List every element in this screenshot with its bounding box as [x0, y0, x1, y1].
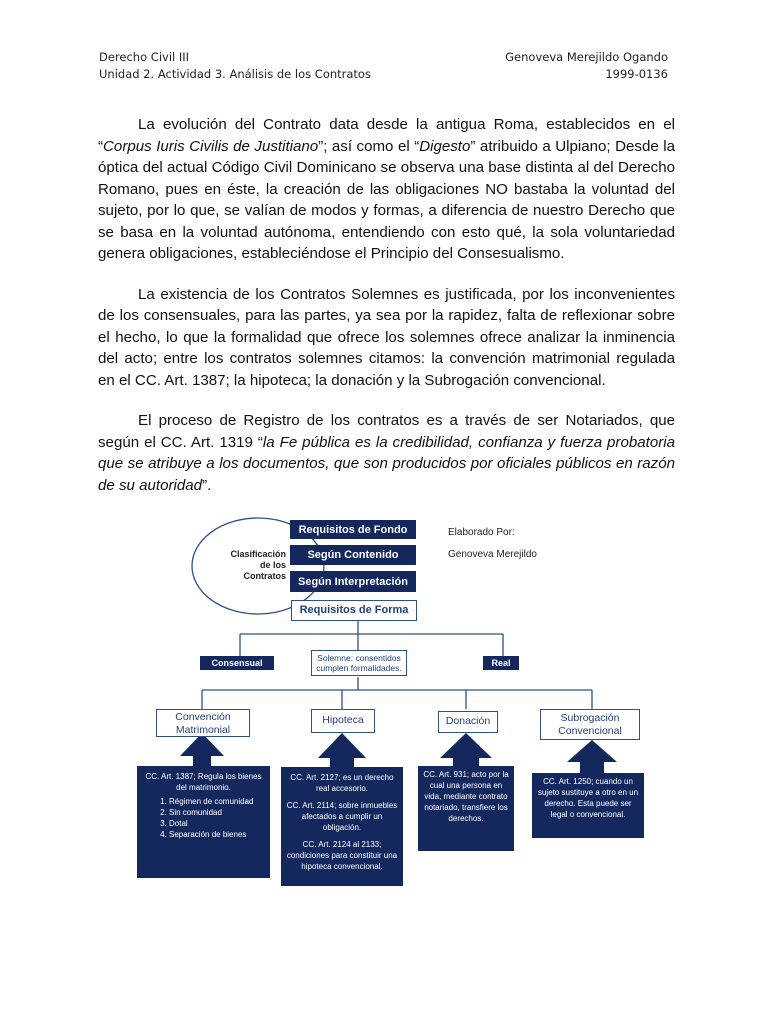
paragraph-1: La evolución del Contrato data desde la antigua Roma, establecidos en el “Corpus Iuris Civilis de Justitiano”; así como el “Digesto” atribuido a Ulpiano; Desde la óptica del actual Código Civil Dominicano se observa una base distinta al del Derecho Romano, pues en éste, la creación de las obligaciones NO bastaba la voluntad del sujeto, por lo que, se valían de modos y formas, a diferencia de nuestro Derecho que se basa en la voluntad autónoma, entendiendo con esto qué, la sola voluntariedad genera obligaciones, estableciéndose el Principio del Consesualismo.	[98, 116, 675, 262]
box-consensual: Consensual	[200, 656, 274, 670]
list-item: 3. Dotal	[169, 818, 266, 829]
classification-label: Clasificación de los Contratos	[230, 549, 286, 581]
arrow-subrogacion-icon	[567, 740, 617, 774]
box-real: Real	[483, 656, 519, 670]
list-item: 2. Sin comunidad	[169, 807, 266, 818]
info-hipoteca-3: CC. Art. 2124 al 2133; condiciones para constituir una hipoteca convencional.	[286, 840, 398, 871]
box-requisitos-forma: Requisitos de Forma	[291, 600, 417, 621]
list-item: 4. Separación de bienes	[169, 829, 266, 840]
paragraph-2: La existencia de los Contratos Solemnes es justificada, por los inconvenientes de los consensuales, para las partes, ya sea por la rapidez, falta de reflexionar sobre el hecho, lo que la formalidad que ofrece los solemnes ofrece analizar la inminencia del acto; entre los contratos solemnes citamos: la convención matrimonial regulada en el CC. Art. 1387; la hipoteca; la donación y la Subrogación convencional.	[98, 285, 675, 389]
arrow-donacion-icon	[440, 733, 492, 768]
info-hipoteca	[281, 767, 403, 886]
credit-label: Elaborado Por:	[448, 527, 515, 538]
info-subrogacion: CC. Art. 1250; cuando un sujeto sustituye a otro en un derecho. Esta puede ser legal o convencional.	[532, 773, 644, 838]
info-convencion-title: CC. Art. 1387; Regula los bienes del matrimonio.	[145, 772, 262, 792]
arrow-hipoteca-icon	[318, 733, 366, 770]
category-subrogacion-convencional: Subrogación Convencional	[540, 709, 640, 740]
category-convencion-matrimonial: Convención Matrimonial	[156, 709, 250, 737]
paragraph-3: El proceso de Registro de los contratos es a través de ser Notariados, que según el CC. Art. 1319 “la Fe pública es la credibilidad, confianza y fuerza probatoria que se atribuye a los documentos, que son producidos por oficiales públicos en razón de su autoridad”.	[98, 412, 676, 494]
author-name: Genoveva Merejildo Ogando	[505, 50, 668, 64]
info-donacion: CC. Art. 931; acto por la cual una persona en vida, mediante contrato notariado, transfiere los derechos.	[418, 766, 514, 851]
box-solemne: Solemne: consentidos cumplen formalidades.	[311, 650, 407, 676]
info-hipoteca-2: CC. Art. 2114; sobre inmuebles afectados a cumplir un obligación.	[286, 801, 398, 832]
info-hipoteca-1: CC. Art. 2127; es un derecho real accesorio.	[290, 773, 394, 793]
box-segun-interpretacion: Según Interpretación	[290, 571, 416, 592]
box-segun-contenido: Según Contenido	[290, 545, 416, 565]
credit-name: Genoveva Merejildo	[448, 549, 537, 560]
info-convencion	[137, 766, 270, 878]
course-title: Derecho Civil III	[99, 50, 190, 64]
category-hipoteca: Hipoteca	[311, 709, 375, 733]
arrow-convencion-icon	[180, 733, 224, 768]
category-donacion: Donación	[438, 711, 498, 733]
activity-title: Unidad 2. Actividad 3. Análisis de los Contratos	[99, 67, 371, 81]
list-item: 1. Régimen de comunidad	[169, 796, 266, 807]
box-requisitos-fondo: Requisitos de Fondo	[290, 520, 416, 539]
regimes-list	[141, 796, 266, 840]
student-id: 1999-0136	[605, 67, 668, 81]
